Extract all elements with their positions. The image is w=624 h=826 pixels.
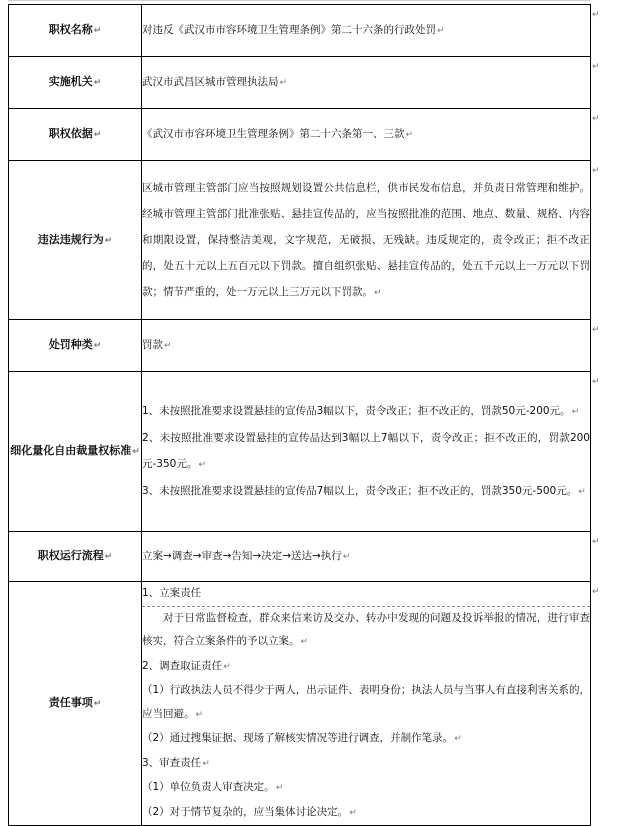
row-end-mark: ↵ (592, 166, 600, 176)
responsibility-heading: 2、调查取证责任↵ (142, 659, 231, 672)
row-authority-name (9, 5, 591, 57)
value-authority-name: 对违反《武汉市市容环境卫生管理条例》第二十六条的行政处罚↵ (142, 5, 591, 57)
value-discretion (142, 372, 591, 532)
row-violation (9, 161, 591, 320)
row-end-mark: ↵ (592, 114, 600, 124)
row-process (9, 532, 591, 582)
label-authority-name: 职权名称↵ (9, 5, 142, 57)
row-penalty-type (9, 320, 591, 372)
value-implementing-agency: 武汉市武昌区城市管理执法局↵ (142, 57, 591, 109)
row-end-mark: ↵ (592, 325, 600, 335)
responsibility-line: 对于日常监督检查，群众来信来访及交办、转办中发现的问题及投诉举报的情况，进行审查核实，符合立案条件的予以立案。↵ (142, 611, 590, 647)
value-responsibility (142, 582, 591, 826)
discretion-item: 2、未按照批准要求设置悬挂的宣传品达到3幅以上7幅以下，责令改正；拒不改正的，罚款200元-350元。↵ (142, 432, 590, 470)
value-violation: 区城市管理主管部门应当按照规划设置公共信息栏，供市民发布信息，并负责日常管理和维护。经城市管理主管部门批准张贴、悬挂宣传品的，应当按照批准的范围、地点、数量、规格、内容和期限设置，保持整洁美观，文字规范，无破损、无残缺。违反规定的，责令改正；拒不改正的，处五十元以上五百元以下罚款。擅自组织张贴、悬挂宣传品的，处五千元以上一万元以下罚款；情节严重的，处一万元以上三万元以下罚款。↵ (142, 161, 591, 320)
row-legal-basis (9, 109, 591, 161)
discretion-item: 1、未按照批准要求设置悬挂的宣传品3幅以下，责令改正；拒不改正的，罚款50元-200元。↵ (142, 405, 580, 417)
value-process: 立案→调查→审查→告知→决定→送达→执行↵ (142, 532, 591, 582)
row-responsibility (9, 582, 591, 826)
page-top-line (8, 0, 590, 1)
row-end-mark: ↵ (592, 10, 600, 20)
label-implementing-agency: 实施机关↵ (9, 57, 142, 109)
discretion-item: 3、未按照批准要求设置悬挂的宣传品7幅以上，责令改正；拒不改正的，罚款350元-500元。↵ (142, 485, 586, 497)
label-discretion: 细化量化自由裁量权标准↵ (9, 372, 142, 532)
label-violation: 违法违规行为↵ (9, 161, 142, 320)
authority-table (8, 4, 591, 826)
row-end-mark: ↵ (592, 62, 600, 72)
responsibility-line: （2）对于情节复杂的，应当集体讨论决定。↵ (142, 805, 357, 818)
label-legal-basis: 职权依据↵ (9, 109, 142, 161)
responsibility-line: （1）行政执法人员不得少于两人，出示证件、表明身份；执法人员与当事人有直接利害关系的，应当回避。↵ (142, 684, 590, 720)
row-implementing-agency (9, 57, 591, 109)
row-end-mark: ↵ (592, 537, 600, 547)
responsibility-line: （1）单位负责人审查决定。↵ (142, 781, 284, 793)
value-legal-basis: 《武汉市市容环境卫生管理条例》第二十六条第一、三款↵ (142, 109, 591, 161)
responsibility-heading: 3、审查责任↵ (142, 756, 210, 769)
row-discretion (9, 372, 591, 532)
row-end-mark: ↵ (592, 377, 600, 387)
responsibility-line: （2）通过搜集证据、现场了解核实情况等进行调查，并制作笔录。↵ (142, 732, 462, 744)
label-responsibility: 责任事项↵ (9, 582, 142, 826)
responsibility-heading: 1、立案责任 (142, 582, 590, 607)
row-end-mark: ↵ (592, 587, 600, 597)
label-process: 职权运行流程↵ (9, 532, 142, 582)
value-penalty-type: 罚款↵ (142, 320, 591, 372)
label-penalty-type: 处罚种类↵ (9, 320, 142, 372)
